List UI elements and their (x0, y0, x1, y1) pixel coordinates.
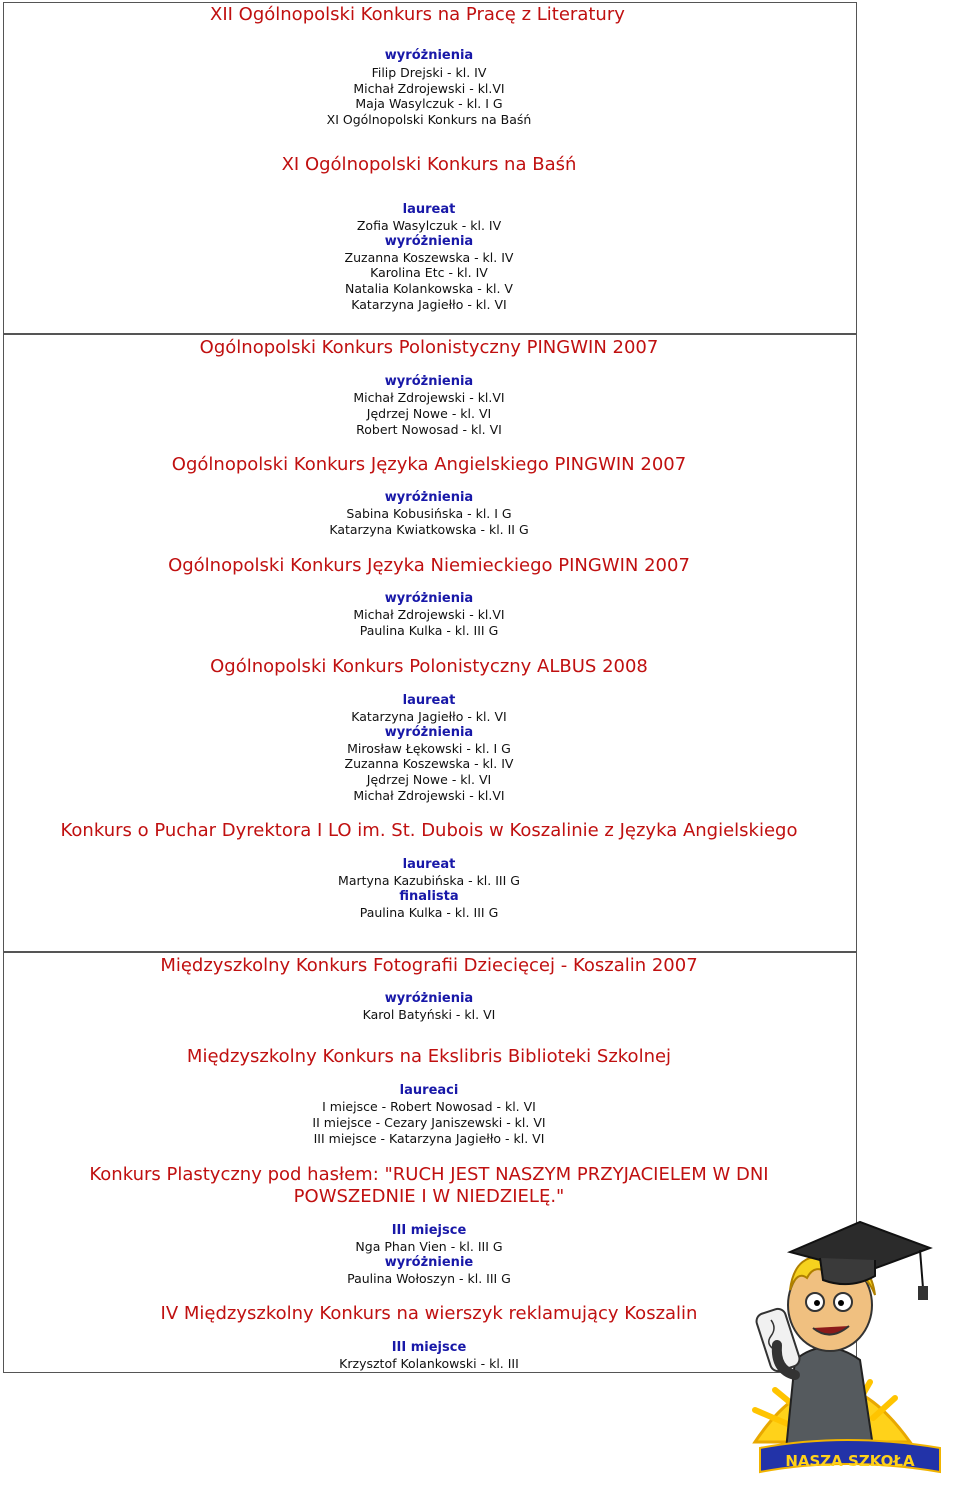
section-title: Międzyszkolny Konkurs Fotografii Dziecięcej - Koszalin 2007 (160, 955, 698, 976)
section-title-line: Konkurs Plastyczny pod hasłem: "RUCH JEST NASZYM PRZYJACIELEM W DNI (89, 1164, 769, 1185)
winner-name: I miejsce - Robert Nowosad - kl. VI (322, 1099, 536, 1114)
winner-name: Jędrzej Nowe - kl. VI (366, 406, 492, 421)
winner-name: Robert Nowosad - kl. VI (356, 422, 502, 437)
winner-name: Katarzyna Jagiełło - kl. VI (351, 297, 507, 312)
award-label: wyróżnienia (384, 374, 474, 389)
winner-name: Michał Zdrojewski - kl.VI (353, 81, 505, 96)
award-label: wyróżnienia (384, 490, 474, 505)
winner-name: Jędrzej Nowe - kl. VI (366, 772, 492, 787)
award-label: III miejsce (391, 1223, 467, 1238)
section-title: Międzyszkolny Konkurs na Ekslibris Biblioteki Szkolnej (186, 1046, 672, 1067)
winner-name: Katarzyna Jagiełło - kl. VI (351, 709, 507, 724)
award-label: wyróżnienia (384, 991, 474, 1006)
section-title: XI Ogólnopolski Konkurs na Baśń (281, 154, 577, 175)
award-label: wyróżnienia (384, 48, 474, 63)
award-label: wyróżnienia (384, 234, 474, 249)
award-label: wyróżnienie (384, 1255, 474, 1270)
winner-name: Karol Batyński - kl. VI (362, 1007, 496, 1022)
school-logo-text: NASZA SZKOŁA (785, 1452, 915, 1470)
winner-name: Katarzyna Kwiatkowska - kl. II G (329, 522, 529, 537)
school-logo (760, 1440, 940, 1472)
award-label: wyróżnienia (384, 725, 474, 740)
award-label: laureat (402, 202, 456, 217)
section-title: Ogólnopolski Konkurs Polonistyczny ALBUS 2008 (210, 656, 648, 677)
winner-name: Zofia Wasylczuk - kl. IV (356, 218, 502, 233)
winner-name: Filip Drejski - kl. IV (371, 65, 487, 80)
winner-name: Maja Wasylczuk - kl. I G (355, 96, 503, 111)
winner-name: Michał Zdrojewski - kl.VI (353, 390, 505, 405)
section-title: Konkurs o Puchar Dyrektora I LO im. St. Dubois w Koszalinie z Języka Angielskiego (60, 820, 798, 841)
winner-name: Michał Zdrojewski - kl.VI (353, 788, 505, 803)
winner-name: Zuzanna Koszewska - kl. IV (344, 250, 514, 265)
award-label: III miejsce (391, 1340, 467, 1355)
section-title-line: POWSZEDNIE I W NIEDZIELĘ." (293, 1186, 565, 1207)
winner-name: Paulina Kulka - kl. III G (359, 623, 499, 638)
section-title: Ogólnopolski Konkurs Polonistyczny PINGWIN 2007 (199, 337, 659, 358)
section-title: Ogólnopolski Konkurs Języka Angielskiego PINGWIN 2007 (171, 454, 687, 475)
award-label: laureat (402, 693, 456, 708)
section-title: XII Ogólnopolski Konkurs na Pracę z Literatury (210, 4, 625, 25)
winner-name: III miejsce - Katarzyna Jagiełło - kl. VI (313, 1131, 545, 1146)
award-label: laureat (402, 857, 456, 872)
winner-name: Sabina Kobusińska - kl. I G (346, 506, 512, 521)
winner-name: Martyna Kazubińska - kl. III G (338, 873, 520, 888)
winner-name: Natalia Kolankowska - kl. V (345, 281, 513, 296)
winner-name: Paulina Kulka - kl. III G (359, 905, 499, 920)
winner-name: Krzysztof Kolankowski - kl. III (339, 1356, 519, 1371)
winner-name: Michał Zdrojewski - kl.VI (353, 607, 505, 622)
award-label: laureaci (399, 1083, 459, 1098)
winner-name: Zuzanna Koszewska - kl. IV (344, 756, 514, 771)
graduate-mascot-illustration (735, 1210, 957, 1482)
winner-name: II miejsce - Cezary Janiszewski - kl. VI (312, 1115, 546, 1130)
winner-name: Karolina Etc - kl. IV (370, 265, 488, 280)
award-label: wyróżnienia (384, 591, 474, 606)
section-title: IV Międzyszkolny Konkurs na wierszyk reklamujący Koszalin (160, 1303, 698, 1324)
winner-name: Nga Phan Vien - kl. III G (355, 1239, 503, 1254)
winner-name: XI Ogólnopolski Konkurs na Baśń (326, 112, 532, 127)
section-title: Ogólnopolski Konkurs Języka Niemieckiego PINGWIN 2007 (168, 555, 690, 576)
winner-name: Paulina Wołoszyn - kl. III G (347, 1271, 511, 1286)
award-label: finalista (399, 889, 459, 904)
winner-name: Mirosław Łękowski - kl. I G (347, 741, 511, 756)
